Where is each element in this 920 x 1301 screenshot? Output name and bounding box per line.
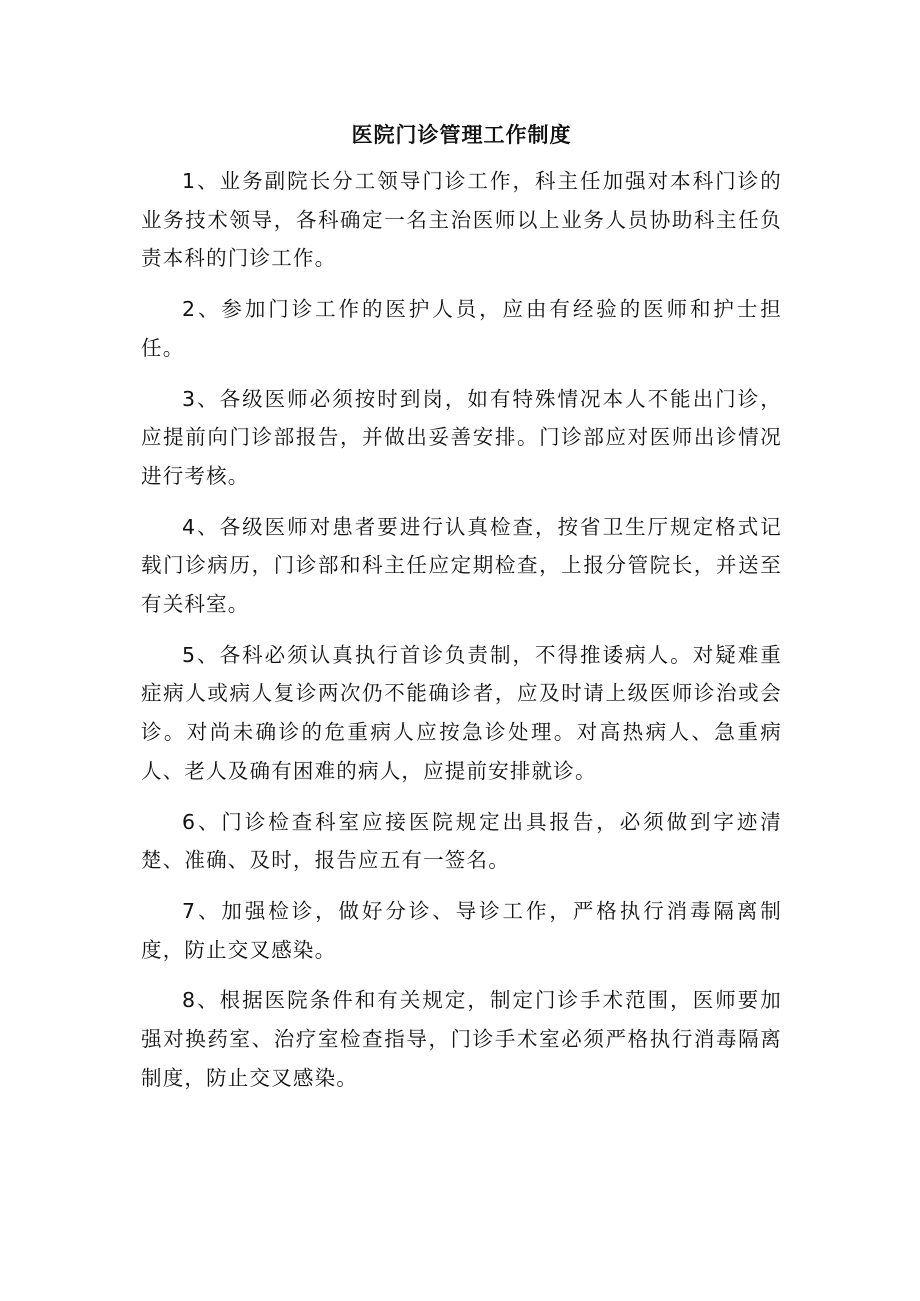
clause-5: 5、各科必须认真执行首诊负责制，不得推诿病人。对疑难重症病人或病人复诊两次仍不能确诊者，应及时请上级医师诊治或会诊。对尚未确诊的危重病人应按急诊处理。对高热病人、急重病人、老人及确有困难的病人，应提前安排就诊。 xyxy=(141,642,782,783)
clause-1: 1、业务副院长分工领导门诊工作，科主任加强对本科门诊的业务技术领导，各科确定一名主治医师以上业务人员协助科主任负责本科的门诊工作。 xyxy=(141,169,782,271)
clause-6: 6、门诊检查科室应接医院规定出具报告，必须做到字迹清楚、准确、及时，报告应五有一签名。 xyxy=(141,809,782,873)
clause-7: 7、加强检诊，做好分诊、导诊工作，严格执行消毒隔离制度，防止交叉感染。 xyxy=(141,898,782,962)
clause-2: 2、参加门诊工作的医护人员，应由有经验的医师和护士担任。 xyxy=(141,297,782,360)
clause-8: 8、根据医院条件和有关规定，制定门诊手术范围，医师要加强对换药室、治疗室检查指导，门诊手术室必须严格执行消毒隔离制度，防止交叉感染。 xyxy=(141,988,782,1090)
clause-4: 4、各级医师对患者要进行认真检查，按省卫生厅规定格式记载门诊病历，门诊部和科主任应定期检查，上报分管院长，并送至有关科室。 xyxy=(141,514,782,617)
document-title: 医院门诊管理工作制度 xyxy=(351,123,572,147)
clause-3: 3、各级医师必须按时到岗，如有特殊情况本人不能出门诊，应提前向门诊部报告，并做出妥善安排。门诊部应对医师出诊情况进行考核。 xyxy=(141,386,782,488)
